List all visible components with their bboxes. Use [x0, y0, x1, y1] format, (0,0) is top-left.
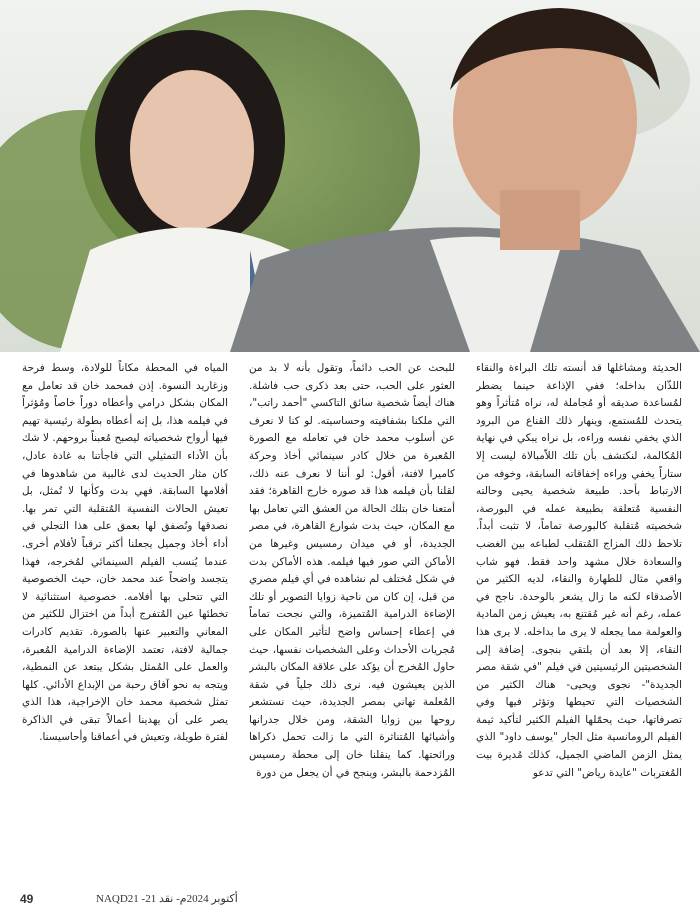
column-middle-text: للبحث عن الحب دائماً، وتقول بأنه لا بد من العثور على الحب، حتى بعد ذكرى حب فاشلة. هناك أيضاً شخصية سائق التاكسي "أحمد راتب"، التي ملكنا بشفافيته وحساسيته. لو كنا لا نعرف عن أسلوب محمد خان في تعامله مع الصورة المُعبرة من خلال كادر سينمائي أخاذ وحركة كاميرا لافتة، أقول: لو أننا لا نعرف عنه ذلك، لقلنا بأن فيلمه هذا قد صوره خارج القاهرة؛ فقد أمتعنا خان بتلك الحالة من العشق التي تعامل بها مع المكان، حيث بدت شوارع القاهرة، في مصر الجديدة، أو في ميدان رمسيس وغيرها من الأماكن التي صور فيها فيلمه. هذه الأماكن بدت في شكل مُختلف لم نشاهده في أي فيلم مصري من قبل، إن كان من ناحية زوايا التصوير أو تلك الإضاءة الدرامية المُتميزة، والتي نجحت تماماً في إعطاء إحساس واضح لتأثير المكان على مُجريات الأحداث وعلى الشخصيات نفسها، حيث حاول المُخرج أن يؤكد على علاقة المكان بالبشر الذين يعيشون فيه. نرى ذلك جلياً في شقة المُعلمة تهاني بمصر الجديدة، حيث نستشعر روحها بين زوايا الشقة، ومن خلال جدرانها وأشيائها المُتناثرة التي ما زالت تحمل ذكراها ورائحتها. كما ينقلنا خان إلى محطة رمسيس المُزدحمة بالبشر، وينجح في أن يجعل من دورة	[249, 362, 455, 779]
page-number: 49	[20, 892, 34, 906]
article-body	[22, 360, 682, 880]
article-column-middle	[249, 360, 455, 880]
page-footer	[0, 880, 700, 918]
column-left-text: المياه في المحطة مكاناً للولادة، وسط فرحة وزغاريد النسوة. إذن فمحمد خان قد تعامل مع المكان بشكل درامي وأعطاه دوراً خاصاً ومُؤثراً في فيلمه هذا، بل إنه أعطاه بطولة رئيسية تهيم فيها أرواح شخصياته ليصبح مُعبناً بروحهم. لا شك بأن الأداء التمثيلي التي فاجأتنا به غادة عادل، كان مثار الحديث لدى غالبية من شاهدوها في أفلامها السابقة. فهي بدت وكأنها لا تُمثل، بل تعيش الحالات النفسية المُتقلبة التي تمر بها. نصدقها ونُصفق لها بعمق على هذا التجلي في أداء أخاذ وجميل يجعلنا أكثر ترقباً لأفلام أخرى. عندما يُنسب الفيلم السينمائي لمُخرجه، فهذا يتجسد واضحاً عند محمد خان، حيث الخصوصية التي تتحلى بها أفلامه. خصوصية استثنائية لا تخطئها عين المُتفرج أبداً من اختزال للكثير من المعاني والتعبير عنها بالصورة. تقديم كادرات جمالية لافتة، تعتمد الإضاءة الدرامية المُعبرة، والعمل على المُمثل بشكل يبتعد عن النمطية، ويتجه به نحو آفاق رحبة من الإبداع الأدائي. كلها تمثل شخصية محمد خان الإخراجية، هذا الذي يصر على أن يهدينا أعمالاً تبقى في الذاكرة لفترة طويلة، وتعيش في أعماقنا وأحاسيسنا.	[22, 362, 228, 744]
film-still-illustration	[0, 0, 700, 352]
issue-line: NAQD21 -أكتوبر 2024م- نقد 21	[96, 893, 238, 905]
article-column-right	[476, 360, 682, 880]
article-column-left	[22, 360, 228, 880]
article-photo	[0, 0, 700, 352]
column-right-text: الحديثة ومشاغلها قد أنسته تلك البراءة والنقاء اللذّان بداخله؛ ففي الإذاعة حينما يضطر لمُساعدة صديقه أو مُجاملة له، نراه مُتأثراً وهو يتحدث للمُستمع، وينهار ذلك القناع من البرود الذي يخفي نفسه وراءه، بل نراه يبكي في نهاية المُكالمة، لنكتشف بأن تلك اللاّمبالاة ليست إلا ستاراً يخفي وراءه إخفاقاته السابقة، وخوفه من الارتباط بأحد. طبيعة شخصية يحيى وحالته النفسية مُتعلقة بطبيعة عمله في البورصة، شخصيته مُتقلبة كالبورصة تماماً، لا تثبت أبداً. تلاحظ ذلك المزاج المُتقلب لطباعه بين الغضب والسعادة خلال مشهد واحد فقط. فهو شاب واقعي مثال للطهارة والنقاء، لديه الكثير من الأصدقاء لكنه ما زال يشعر بالوحدة. ناجح في عمله، رغم أنه غير مُقتنع به، يعيش زمن المادية والعولمة مما يجعله لا يرى ما بداخله. لا يرى هذا النقاء، إلا بعد أن يلتقي بنجوى. إضافة إلى الشخصيتين الرئيسيتين في فيلم "في شقة مصر الجديدة"- نجوى ويحيى- هناك الكثير من الشخصيات التي تحيطها وتؤثر فيها وفي تصرفاتها، حيث يحمّلها الفيلم الكثير لتأكيد ثيمة الفيلم الرومانسية مثل الجار "يوسف داود" الذي يمثل الزمن الماضي الجميل، كذلك مُديرة بيت المُغتربات "عايدة رياض" التي تدعو	[476, 362, 682, 779]
